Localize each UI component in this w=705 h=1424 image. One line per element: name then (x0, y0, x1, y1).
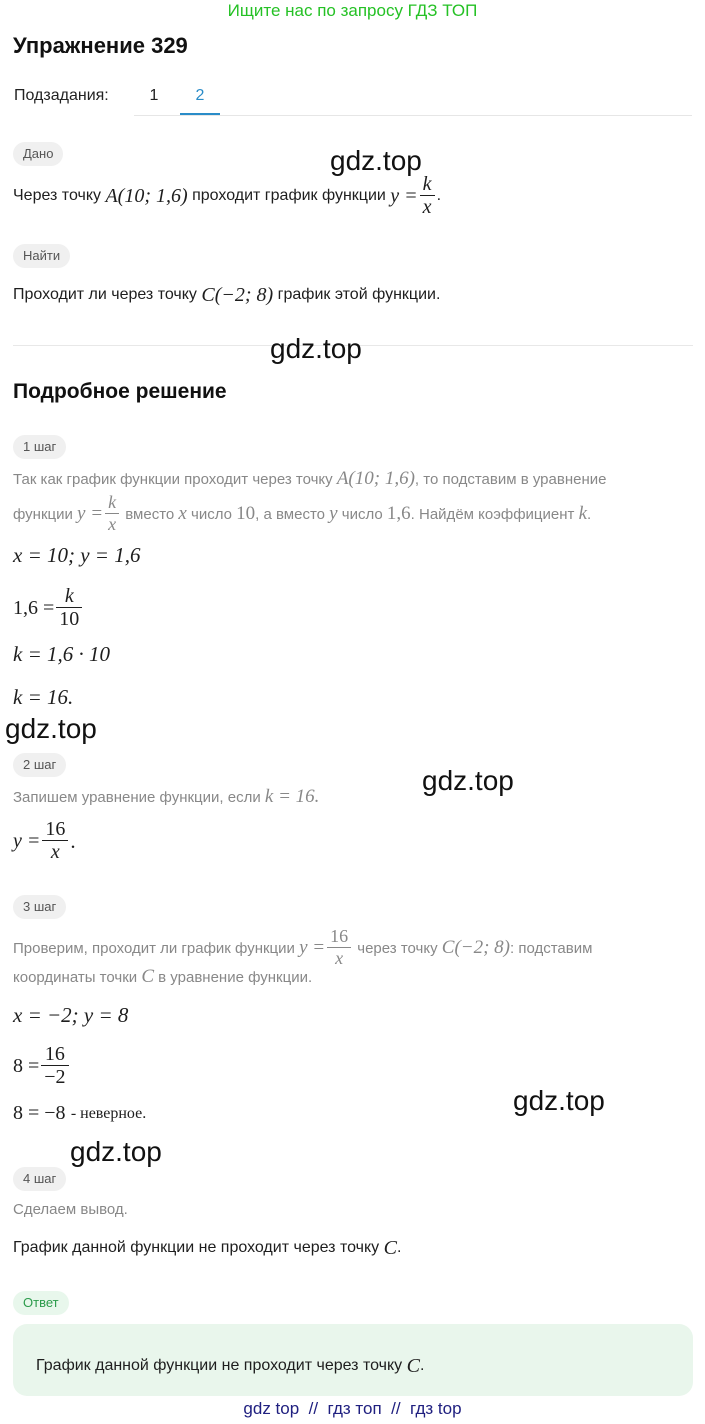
step-4-conclusion-var: C (383, 1236, 397, 1259)
step-1-val-10: 10 (236, 503, 256, 524)
step-1-line-1 (13, 466, 606, 492)
step-4-conclusion-text: График данной функции не проходит через точку (13, 1239, 380, 1256)
step-1-var-k: k (578, 503, 587, 524)
step-1-func-lhs: y = (77, 503, 104, 524)
given-text-before: Через точку (13, 187, 101, 204)
subtasks-label: Подзадания: (14, 87, 109, 104)
step-1-var-y: y (329, 503, 338, 524)
step-3-eq-3-math: 8 = −8 (13, 1102, 66, 1124)
step-1-point: A(10; 1,6) (336, 468, 415, 489)
step-2-eq-end: . (70, 828, 76, 853)
step-1-func-fraction (105, 493, 119, 534)
watermark: gdz.top (330, 145, 422, 176)
footer-links (0, 1399, 705, 1419)
step-1-line-2 (13, 490, 591, 538)
step-3-eq-2 (13, 1040, 71, 1092)
subtask-tab-2[interactable]: 2 (180, 81, 220, 115)
step-3-eq-1: x = −2; y = 8 (13, 1003, 129, 1027)
given-func-lhs: y = (390, 184, 418, 207)
step-2-eq-den: x (42, 840, 68, 864)
answer-text: График данной функции не проходит через точку (36, 1357, 403, 1374)
step-3-line2-a: координаты точки (13, 968, 138, 986)
given-point: A(10; 1,6) (105, 184, 188, 207)
step-1-functions: функции (13, 505, 73, 523)
step-2-badge: 2 шаг (13, 753, 66, 777)
find-text-before: Проходит ли через точку (13, 286, 197, 303)
step-1-eq-2-fraction (56, 585, 82, 631)
step-1-eq-2-den: 10 (56, 607, 82, 631)
page-title: Упражнение 329 (13, 33, 188, 58)
footer-separator: // (391, 1399, 401, 1418)
step-1-val-16: 1,6 (386, 503, 411, 524)
step-1-instead-y: , а вместо (255, 505, 325, 523)
step-3-func-den: x (327, 947, 351, 969)
step-2-eq (13, 814, 76, 868)
watermark: gdz.top (422, 765, 514, 796)
answer-end: . (419, 1357, 425, 1374)
given-func-den: x (420, 195, 435, 219)
step-1-func-den: x (105, 513, 119, 535)
step-1-text-end: , то подставим в уравнение (414, 470, 607, 488)
step-1-eq-2-lhs: 1,6 = (13, 596, 55, 619)
step-3-var-c: C (141, 966, 154, 987)
step-1-period: . (587, 505, 592, 523)
answer-text-line (36, 1352, 424, 1380)
step-2-cond: k = 16. (264, 786, 320, 807)
watermark: gdz.top (70, 1136, 162, 1167)
step-1-eq-3: k = 1,6 · 10 (13, 642, 110, 666)
step-1-eq-2 (13, 582, 84, 634)
step-3-text-a: Проверим, проходит ли график функции (13, 939, 295, 957)
search-banner: Ищите нас по запросу ГДЗ ТОП (227, 1, 478, 20)
tabs-underline (134, 115, 692, 116)
step-3-eq-3-text: - неверное. (70, 1104, 147, 1122)
step-3-func-lhs: y = (299, 937, 326, 958)
step-3-eq-2-num: 16 (44, 1043, 65, 1065)
step-1-eq-1: x = 10; y = 1,6 (13, 543, 141, 567)
step-4-badge: 4 шаг (13, 1167, 66, 1191)
given-fraction (420, 173, 435, 219)
given-func-num: k (422, 173, 432, 195)
footer-separator: // (308, 1399, 319, 1418)
find-text-after: график этой функции. (277, 286, 441, 303)
step-1-eq-4: k = 16. (13, 685, 74, 709)
step-1-func-num: k (108, 492, 117, 513)
step-3-func-fraction (327, 927, 351, 968)
watermark: gdz.top (270, 333, 362, 364)
given-badge: Дано (13, 142, 63, 166)
footer-link-gdz-top-mixed[interactable]: гдз top (410, 1399, 462, 1418)
step-2-eq-lhs: y = (13, 829, 41, 852)
step-1-find-k: . Найдём коэффициент (410, 505, 575, 523)
footer-link-gdz-top[interactable]: gdz top (243, 1399, 300, 1418)
step-1-text: Так как график функции проходит через точку (13, 470, 333, 488)
answer-badge: Ответ (13, 1291, 69, 1315)
step-3-badge: 3 шаг (13, 895, 66, 919)
step-3-func-num: 16 (330, 926, 349, 947)
footer-link-gdz-top-cyr[interactable]: гдз топ (327, 1399, 382, 1418)
answer-var: C (406, 1354, 420, 1377)
step-1-number-a: число (191, 505, 232, 523)
step-1-instead-x: вместо (125, 505, 175, 523)
given-text (13, 170, 441, 222)
step-2-eq-num: 16 (45, 818, 66, 840)
given-text-after: проходит график функции (192, 187, 386, 204)
find-point: C(−2; 8) (201, 283, 274, 306)
step-1-badge: 1 шаг (13, 435, 66, 459)
step-3-eq-3 (13, 1101, 146, 1126)
step-3-eq-2-fraction (41, 1043, 68, 1089)
solution-title: Подробное решение (13, 380, 227, 403)
step-4-text: Сделаем вывод. (13, 1201, 128, 1218)
step-1-number-b: число (341, 505, 383, 523)
step-3-text-b: через точку (357, 939, 438, 957)
step-2-eq-fraction (42, 818, 68, 864)
watermark: gdz.top (513, 1085, 605, 1116)
step-1-var-x: x (178, 503, 187, 524)
find-badge: Найти (13, 244, 70, 268)
find-text (13, 281, 440, 309)
step-1-eq-2-num: k (64, 585, 74, 607)
step-4-conclusion (13, 1234, 401, 1262)
step-2-text-line (13, 784, 319, 810)
step-4-conclusion-end: . (396, 1239, 402, 1256)
step-3-eq-2-den: −2 (41, 1065, 68, 1089)
step-3-point: C(−2; 8) (441, 937, 510, 958)
given-func-end: . (436, 187, 442, 204)
subtask-tab-1[interactable]: 1 (149, 87, 159, 104)
step-3-line-2 (13, 964, 312, 990)
step-3-line2-b: в уравнение функции. (158, 968, 313, 986)
step-3-eq-2-lhs: 8 = (13, 1054, 40, 1077)
watermark: gdz.top (5, 713, 97, 744)
step-2-text: Запишем уравнение функции, если (13, 788, 261, 806)
step-3-text-c: : подставим (510, 939, 593, 957)
